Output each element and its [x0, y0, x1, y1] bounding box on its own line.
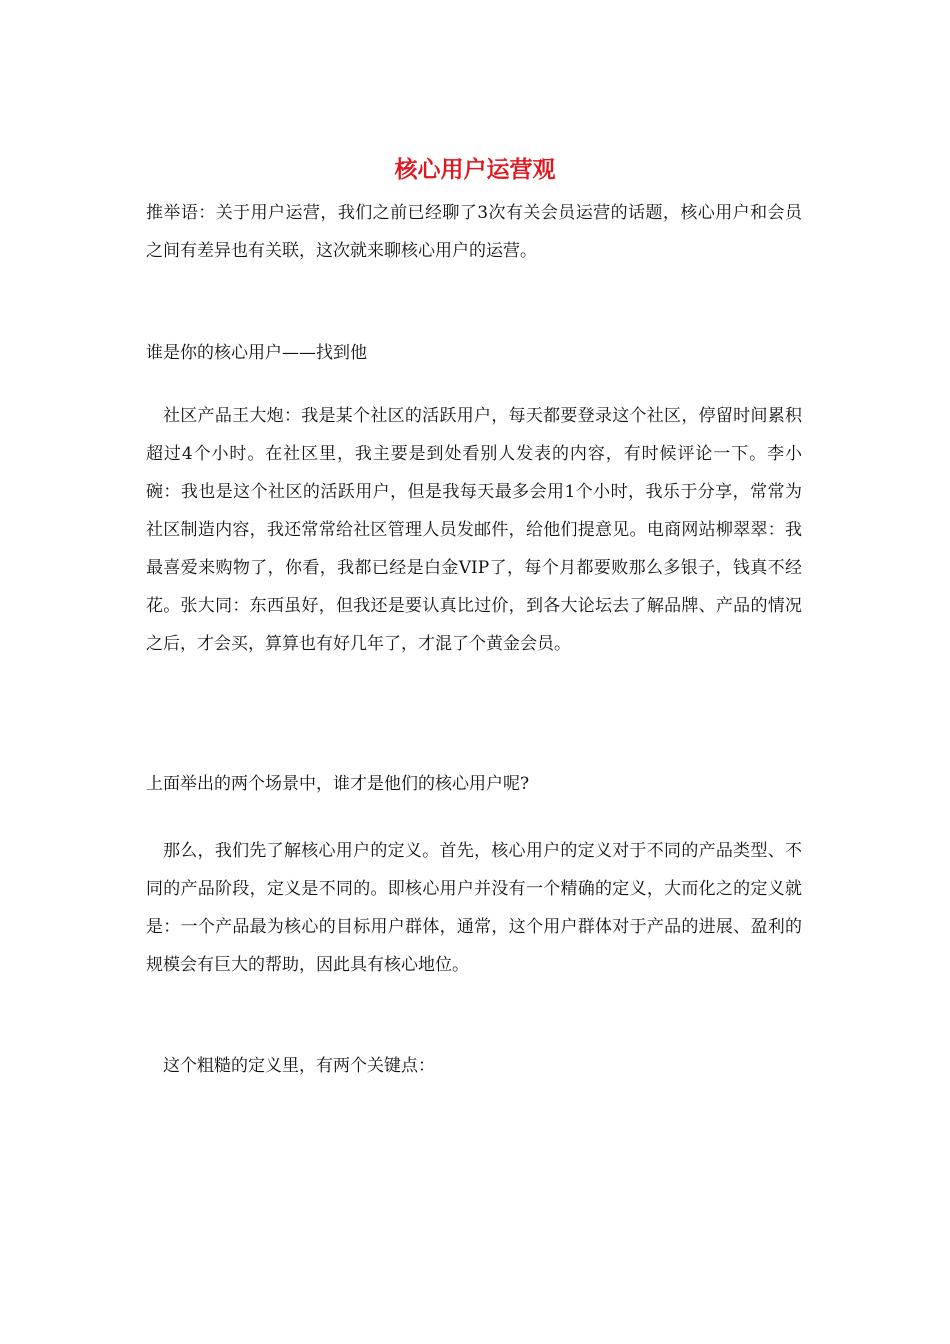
definition-paragraph: 那么，我们先了解核心用户的定义。首先，核心用户的定义对于不同的产品类型、不同的产品阶段，定义是不同的。即核心用户并没有一个精确的定义，大而化之的定义就是：一个产品最为核心的目标用户群体，通常，这个用户群体对于产品的进展、盈利的规模会有巨大的帮助，因此具有核心地位。 [146, 841, 802, 975]
question-paragraph: 上面举出的两个场景中，谁才是他们的核心用户呢? [146, 774, 530, 794]
section-heading: 谁是你的核心用户——找到他 [146, 343, 367, 363]
intro-paragraph: 推举语：关于用户运营，我们之前已经聊了3次有关会员运营的话题，核心用户和会员之间有差异也有关联，这次就来聊核心用户的运营。 [146, 203, 802, 261]
story-paragraph: 社区产品王大炮：我是某个社区的活跃用户，每天都要登录这个社区，停留时间累积超过4个小时。在社区里，我主要是到处看别人发表的内容，有时候评论一下。李小碗：我也是这个社区的活跃用户，但是我每天最多会用1个小时，我乐于分享，常常为社区制造内容，我还常常给社区管理人员发邮件，给他们提意见。电商网站柳翠翠：我最喜爱来购物了，你看，我都已经是白金VIP了，每个月都要败那么多银子，钱真不经花。张大同：东西虽好，但我还是要认真比过价，到各大论坛去了解品牌、产品的情况之后，才会买，算算也有好几年了，才混了个黄金会员。 [146, 406, 802, 654]
keypoints-paragraph: 这个粗糙的定义里，有两个关键点： [163, 1056, 435, 1076]
document-title: 核心用户运营观 [394, 156, 556, 183]
